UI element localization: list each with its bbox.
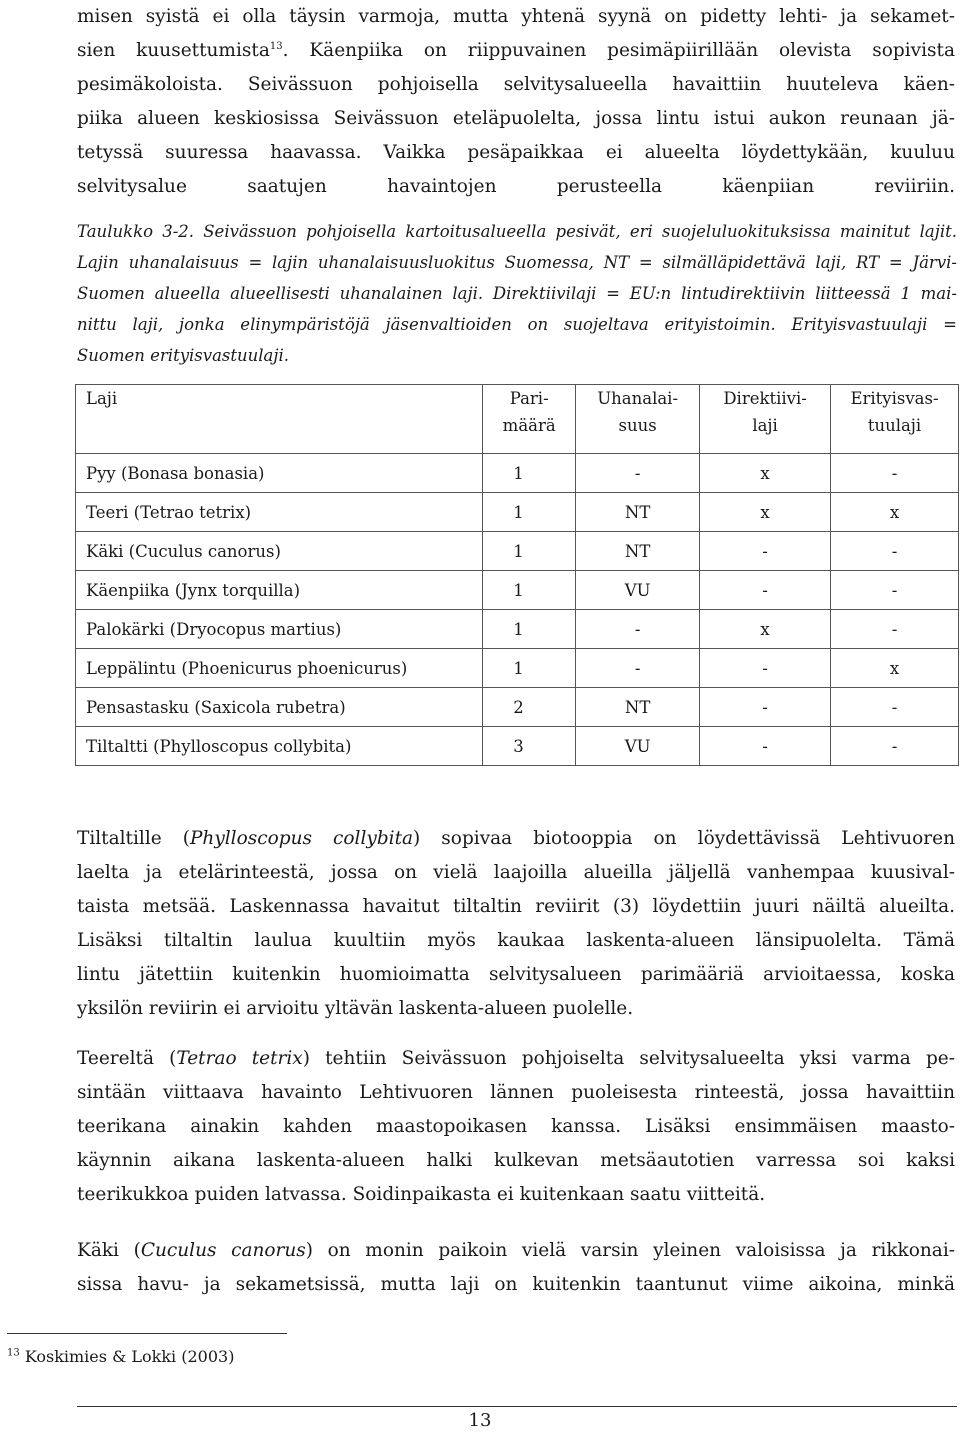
table-row <box>76 727 959 766</box>
paragraph-3 <box>77 1042 955 1212</box>
cell-special-responsibility: - <box>831 610 959 649</box>
cell-special-responsibility: - <box>831 532 959 571</box>
text-line: sissa havu- ja sekametsissä, mutta laji on kuitenkin taantunut viime aikoina, minkä <box>77 1274 955 1295</box>
text-line: misen syistä ei olla täysin varmoja, mutta yhtenä syynä on pidetty lehti- ja sekamet- <box>77 6 955 27</box>
caption-line: Suomen erityisvastuulaji. <box>77 346 290 365</box>
page-number: 13 <box>468 1410 492 1431</box>
footnote <box>7 1347 234 1366</box>
text-line: teerikukkoa puiden latvassa. Soidinpaikasta ei kuitenkaan saatu viitteitä. <box>77 1184 766 1205</box>
paragraph-1 <box>77 0 955 204</box>
cell-pair-count: 1 <box>483 571 576 610</box>
cell-special-responsibility: - <box>831 571 959 610</box>
header-parimaara: Pari- määrä <box>483 385 576 454</box>
cell-threat-status: NT <box>576 532 700 571</box>
table-row <box>76 610 959 649</box>
cell-directive-species: x <box>700 454 831 493</box>
cell-directive-species: - <box>700 649 831 688</box>
caption-line: Taulukko 3-2. Seivässuon pohjoisella kartoitusalueella pesivät, eri suojeluluokituksissa mainitut lajit. <box>77 222 957 241</box>
text-line: lintu jätettiin kuitenkin huomioimatta selvitysalueen parimääriä arvioitaessa, koska <box>77 964 955 985</box>
table-row <box>76 493 959 532</box>
text-line: teerikana ainakin kahden maastopoikasen kanssa. Lisäksi ensimmäisen maasto- <box>77 1116 955 1137</box>
cell-special-responsibility: x <box>831 649 959 688</box>
cell-special-responsibility: - <box>831 727 959 766</box>
cell-special-responsibility: - <box>831 688 959 727</box>
text-line: sintään viittaava havainto Lehtivuoren lännen puoleisesta rinteestä, jossa havaittiin <box>77 1082 955 1103</box>
cell-directive-species: - <box>700 571 831 610</box>
cell-threat-status: - <box>576 454 700 493</box>
text-line: käynnin aikana laskenta-alueen halki kulkevan metsäautotien varressa soi kaksi <box>77 1150 955 1171</box>
text-span: sien kuusettumista <box>77 40 270 61</box>
cell-pair-count: 1 <box>483 610 576 649</box>
table-caption <box>77 216 957 371</box>
cell-species: Käki (Cuculus canorus) <box>76 532 483 571</box>
species-name: Cuculus canorus <box>140 1240 306 1261</box>
cell-pair-count: 2 <box>483 688 576 727</box>
cell-threat-status: VU <box>576 571 700 610</box>
text-line: Teereltä (Tetrao tetrix) tehtiin Seivässuon pohjoiselta selvitysalueelta yksi varma pe- <box>77 1048 955 1069</box>
table-row <box>76 688 959 727</box>
text-line: Käki (Cuculus canorus) on monin paikoin vielä varsin yleinen valoisissa ja rikkonai- <box>77 1240 955 1261</box>
text-line <box>77 34 955 68</box>
text-line: selvitysalue saatujen havaintojen perusteella käenpiian reviiriin. <box>77 176 955 197</box>
text-line: piika alueen keskiosissa Seivässuon eteläpuolelta, jossa lintu istui aukon reunaan jä- <box>77 108 955 129</box>
cell-species: Käenpiika (Jynx torquilla) <box>76 571 483 610</box>
table-row <box>76 571 959 610</box>
cell-threat-status: - <box>576 610 700 649</box>
cell-threat-status: - <box>576 649 700 688</box>
cell-directive-species: - <box>700 727 831 766</box>
text-line: laelta ja etelärinteestä, jossa on vielä laajoilla alueilla jäljellä vanhempaa kuusival- <box>77 862 955 883</box>
table-row <box>76 454 959 493</box>
caption-line: nittu laji, jonka elinympäristöjä jäsenvaltioiden on suojeltava erityistoimin. Erityisvastuulaji = <box>77 315 957 334</box>
cell-species: Palokärki (Dryocopus martius) <box>76 610 483 649</box>
table-row <box>76 649 959 688</box>
cell-threat-status: NT <box>576 688 700 727</box>
cell-directive-species: - <box>700 532 831 571</box>
species-name: Tetrao tetrix <box>176 1048 303 1069</box>
footnote-text: Koskimies & Lokki (2003) <box>24 1347 235 1366</box>
text-line: tetyssä suuressa haavassa. Vaikka pesäpaikkaa ei alueelta löydettykään, kuuluu <box>77 142 955 163</box>
cell-species: Pensastasku (Saxicola rubetra) <box>76 688 483 727</box>
cell-directive-species: x <box>700 610 831 649</box>
footnote-ref[interactable]: 13 <box>269 40 283 52</box>
caption-line: Lajin uhanalaisuus = lajin uhanalaisuusluokitus Suomessa, NT = silmälläpidettävä laji, RT = Järvi- <box>77 253 957 272</box>
cell-special-responsibility: - <box>831 454 959 493</box>
cell-species: Teeri (Tetrao tetrix) <box>76 493 483 532</box>
header-erityisvastuulaji: Erityisvas- tuulaji <box>831 385 959 454</box>
header-direktiivilaji: Direktiivi- laji <box>700 385 831 454</box>
cell-directive-species: - <box>700 688 831 727</box>
header-laji: Laji <box>76 385 483 454</box>
cell-pair-count: 1 <box>483 493 576 532</box>
paragraph-4 <box>77 1234 955 1302</box>
text-line: pesimäkoloista. Seivässuon pohjoisella selvitysalueella havaittiin huuteleva käen- <box>77 74 955 95</box>
table-header-row <box>76 385 959 454</box>
text-line: Lisäksi tiltaltin laulua kuultiin myös kaukaa laskenta-alueen länsipuolelta. Tämä <box>77 930 955 951</box>
cell-directive-species: x <box>700 493 831 532</box>
cell-species: Tiltaltti (Phylloscopus collybita) <box>76 727 483 766</box>
species-name: Phylloscopus collybita <box>189 828 414 849</box>
text-line: taista metsää. Laskennassa havaitut tiltaltin reviirit (3) löydettiin juuri näiltä alueilta. <box>77 896 955 917</box>
paragraph-2 <box>77 822 955 1026</box>
footer-divider <box>77 1406 957 1407</box>
cell-pair-count: 3 <box>483 727 576 766</box>
caption-line: Suomen alueella alueellisesti uhanalainen laji. Direktiivilaji = EU:n lintudirektiivin liitteessä 1 mai- <box>77 284 957 303</box>
species-table <box>75 384 959 766</box>
text-line: Tiltaltille (Phylloscopus collybita) sopivaa biotooppia on löydettävissä Lehtivuoren <box>77 828 955 849</box>
footnote-number: 13 <box>7 1347 20 1359</box>
cell-threat-status: NT <box>576 493 700 532</box>
cell-species: Leppälintu (Phoenicurus phoenicurus) <box>76 649 483 688</box>
text-span: . Käenpiika on riippuvainen pesimäpiirillään olevista sopivista <box>282 40 955 61</box>
cell-pair-count: 1 <box>483 454 576 493</box>
cell-special-responsibility: x <box>831 493 959 532</box>
header-uhanalaisuus: Uhanalai- suus <box>576 385 700 454</box>
table-row <box>76 532 959 571</box>
footnote-divider <box>7 1333 287 1334</box>
text-line: yksilön reviirin ei arvioitu yltävän laskenta-alueen puolelle. <box>77 998 634 1019</box>
cell-species: Pyy (Bonasa bonasia) <box>76 454 483 493</box>
cell-pair-count: 1 <box>483 532 576 571</box>
cell-pair-count: 1 <box>483 649 576 688</box>
cell-threat-status: VU <box>576 727 700 766</box>
